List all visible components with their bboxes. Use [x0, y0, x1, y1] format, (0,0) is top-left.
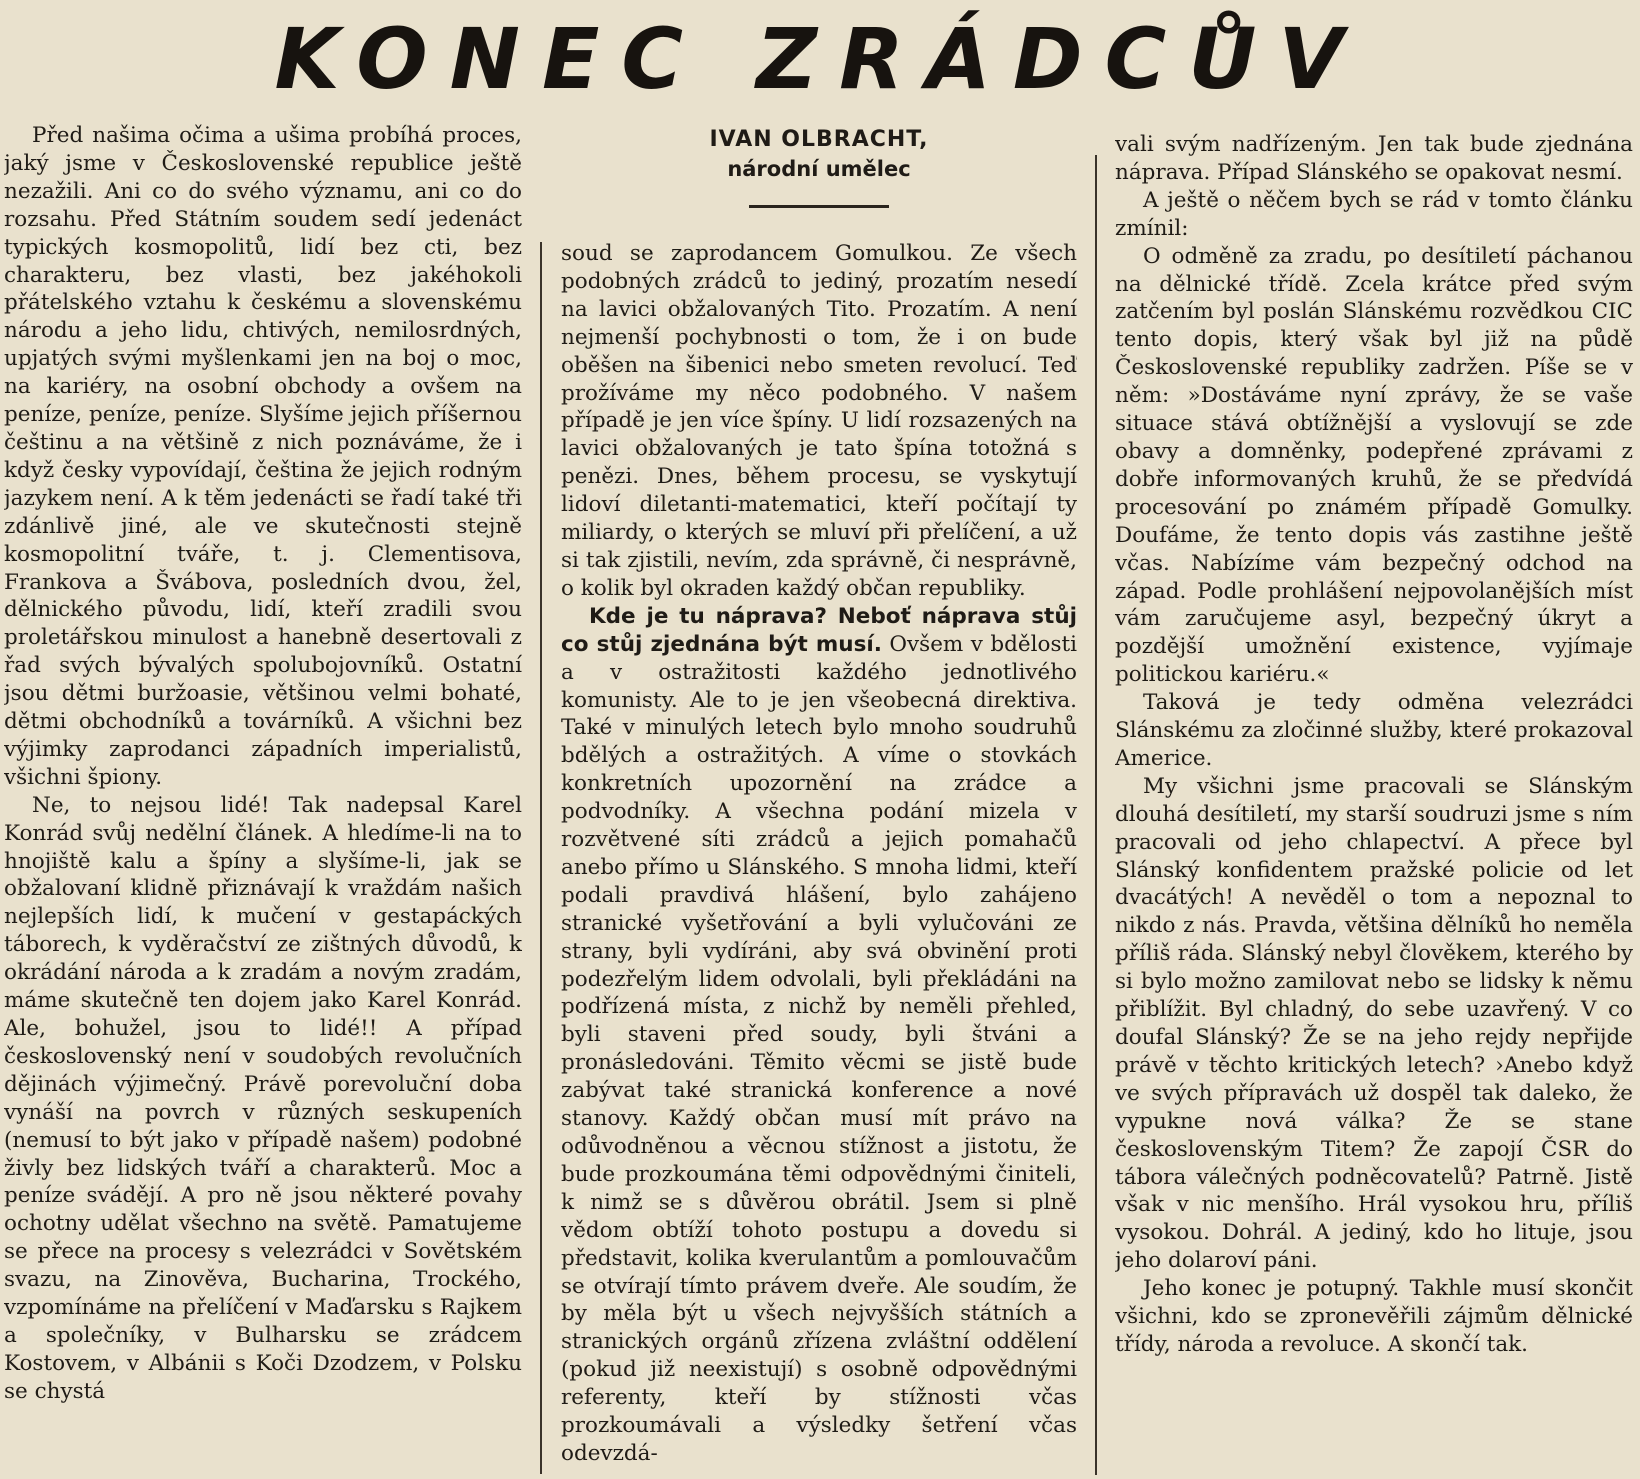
paragraph: O odměně za zradu, po desítiletí páchanou na dělnické třídě. Zcela krátce před svým zatčením byl poslán Slánskému rozvědkou CIC tento dopis, který však byl již na půdě Československé republiky zadržen. Píše se v něm: »Dostáváme nyní zprávy, že se vaše situace stává obtížnější a vyslovují se zde obavy a domněnky, podepřené zprávami z dobře informovaných kruhů, že se předvídá procesování po známém případě Gomulky. Doufáme, že tento dopis vás zastihne ještě včas. Nabízíme vám bezpečný odchod na západ. Podle prohlášení nejpovolanějších míst vám zaručujeme asyl, bezpečný úkryt a pozdější umožnění existence, vyjímaje politickou kariéru.«	[1115, 243, 1633, 688]
author-title: národní umělec	[727, 157, 911, 181]
paragraph	[561, 603, 1077, 1468]
paragraph-text: Ovšem v bdělosti a v ostražitosti každého jednotlivého komunisty. Ale to je jen všeobecná direktiva. Také v minulých letech bylo mnoho soudruhů bdělých a ostražitých. A víme o stovkách konkretních upozornění na zrádce a podvodníky. A všechna podání mizela v rozvětvené síti zrádců a jejich pomahačů anebo přímo u Slánského. S mnoha lidmi, kteří podali pravdivá hlášení, bylo zahájeno stranické vyšetřování a byli vylučováni ze strany, byli vydíráni, aby svá obvinění proti podezřelým lidem odvolali, byli překládáni na podřízená místa, z nichž by neměli přehled, byli staveni před soudy, byli štváni a pronásledováni. Těmito věcmi se jistě bude zabývat také stranická konference a nové stanovy. Každý občan musí mít právo na odůvodněnou a věcnou stížnost a jistotu, že bude prozkoumána těmi odpovědnými činiteli, k nimž se s důvěrou obrátil. Jsem si plně vědom obtíží tohoto postupu a dovedu si představit, kolika kverulantům a pomlouvačům se otvírají tímto právem dveře. Ale soudím, že by měla být u všech nejvyšších státních a stranických orgánů zřízena zvláštní oddělení (pokud již neexistují) s osobně odpovědnými referenty, kteří by stížnosti včas prozkoumávali a výsledky šetření včas odevzdá-	[561, 631, 1077, 1466]
paragraph: My všichni jsme pracovali se Slánským dlouhá desítiletí, my starší soudruzi jsme s ním pracovali od jeho chlapectví. A přece byl Slánský konfidentem pražské policie od let dvacátých! A nevěděl o tom a nepoznal to nikdo z nás. Pravda, většina dělníků ho neměla příliš ráda. Slánský nebyl člověkem, kterého by si bylo možno zamilovat nebo se lidsky k němu přiblížit. Byl chladný, do sebe uzavřený. V co doufal Slánský? Že se na jeho rejdy nepřijde právě v těchto kritických letech? ›Anebo když ve svých přípravách už dospěl tak daleko, že vypukne nová válka? Že se stane československým Titem? Že zapojí ČSR do tábora válečných podněcovatelů? Patrně. Jistě však v nic menšího. Hrál vysokou hru, příliš vysokou. Dohrál. A jediný, kdo ho lituje, jsou jeho dolaroví páni.	[1115, 773, 1633, 1274]
paragraph: vali svým nadřízeným. Jen tak bude zjednána náprava. Případ Slánského se opakovat nesmí.	[1115, 132, 1633, 185]
byline-rule	[749, 205, 889, 208]
column-3	[1115, 131, 1633, 1479]
headline: KONEC ZRÁDCŮV	[274, 10, 1366, 108]
paragraph: Ne, to nejsou lidé! Tak nadepsal Karel Konrád svůj nedělní článek. A hledíme-li na to hnojiště kalu a špíny a slyšíme-li, jak se obžalovaní klidně přiznávají k vraždám našich nejlepších lidí, k mučení v gestapáckých táborech, k vyděračství ze zištných důvodů, k okrádání národa a k zradám a novým zradám, máme skutečně ten dojem jako Karel Konrád. Ale, bohužel, jsou to lidé!! A případ československý není v soudobých revolučních dějinách výjimečný. Právě porevoluční doba vynáší na povrch v různých seskupeních (nemusí to být jako v případě našem) podobné živly bez lidských tváří a charakterů. Moc a peníze svádějí. A pro ně jsou některé povahy ochotny udělat všechno na světě. Pamatujeme se přece na procesy s velezrádci v Sovětském svazu, na Zinověva, Bucharina, Trockého, vzpomínáme na přelíčení v Maďarsku s Rajkem a společníky, v Bulharsku se zrádcem Kostovem, v Albánii s Koči Dzodzem, v Polsku se chystá	[4, 792, 522, 1404]
bold-lead: Kde je tu náprava? Neboť náprava stůj co stůj zjednána být musí.	[561, 603, 1077, 657]
column-divider-2	[1095, 155, 1097, 1475]
byline	[561, 125, 1077, 208]
column-1	[4, 122, 522, 1479]
column-2	[561, 240, 1077, 1479]
paragraph: soud se zaprodancem Gomulkou. Ze všech podobných zrádců to jediný, prozatím nesedí na lavici obžalovaných Tito. Prozatím. A není nejmenší pochybnosti o tom, že i on bude oběšen na šibenici nebo smeten revolucí. Teď prožíváme my něco podobného. V našem případě je jen více špíny. U lidí rozsazených na lavici obžalovaných je tato špína totožná s penězi. Dnes, během procesu, se vyskytují lidoví diletanti-matematici, kteří počítají ty miliardy, o kterých se mluví při přelíčení, a už si tak zjistili, nevím, zda správně, či nesprávně, o kolik byl okraden každý občan republiky.	[561, 241, 1077, 601]
author-name: IVAN OLBRACHT,	[709, 127, 929, 152]
paragraph: Jeho konec je potupný. Takhle musí skončit všichni, kdo se zpronevěřili zájmům dělnické třídy, národa a revoluce. A skončí tak.	[1115, 1276, 1633, 1357]
paragraph: A ještě o něčem bych se rád v tomto článku zmínil:	[1115, 187, 1633, 241]
column-divider-1	[540, 242, 542, 1474]
paragraph: Taková je tedy odměna velezrádci Slánskému za zločinné služby, které prokazoval Americe.	[1115, 690, 1633, 771]
paragraph: Před našima očima a ušima probíhá proces, jaký jsme v Československé republice ještě nezažili. Ani co do svého významu, ani co do rozsahu. Před Státním soudem sedí jedenáct typických kosmopolitů, lidí bez cti, bez charakteru, bez vlasti, bez jakéhokoli přátelského vztahu k českému a slovenskému národu a jeho lidu, chtivých, nemilosrdných, upjatých svými myšlenkami jen na boj o moc, na kariéry, na osobní obchody a ovšem na peníze, peníze, peníze. Slyšíme jejich příšernou češtinu a na většině z nich poznáváme, že i když česky vypovídají, čeština že jejich rodným jazykem není. A k těm jedenácti se řadí také tři zdánlivě jiné, ale ve skutečnosti stejně kosmopolitní tváře, t. j. Clementisova, Frankova a Švábova, posledních dvou, žel, dělnického původu, lidí, kteří zradili svou proletářskou minulost a hanebně desertovali z řad svých bývalých spolubojovníků. Ostatní jsou dětmi buržoasie, většinou velmi bohaté, dětmi obchodníků a továrníků. A všichni bez výjimky zaprodanci západních imperialistů, všichni špiony.	[4, 123, 522, 790]
